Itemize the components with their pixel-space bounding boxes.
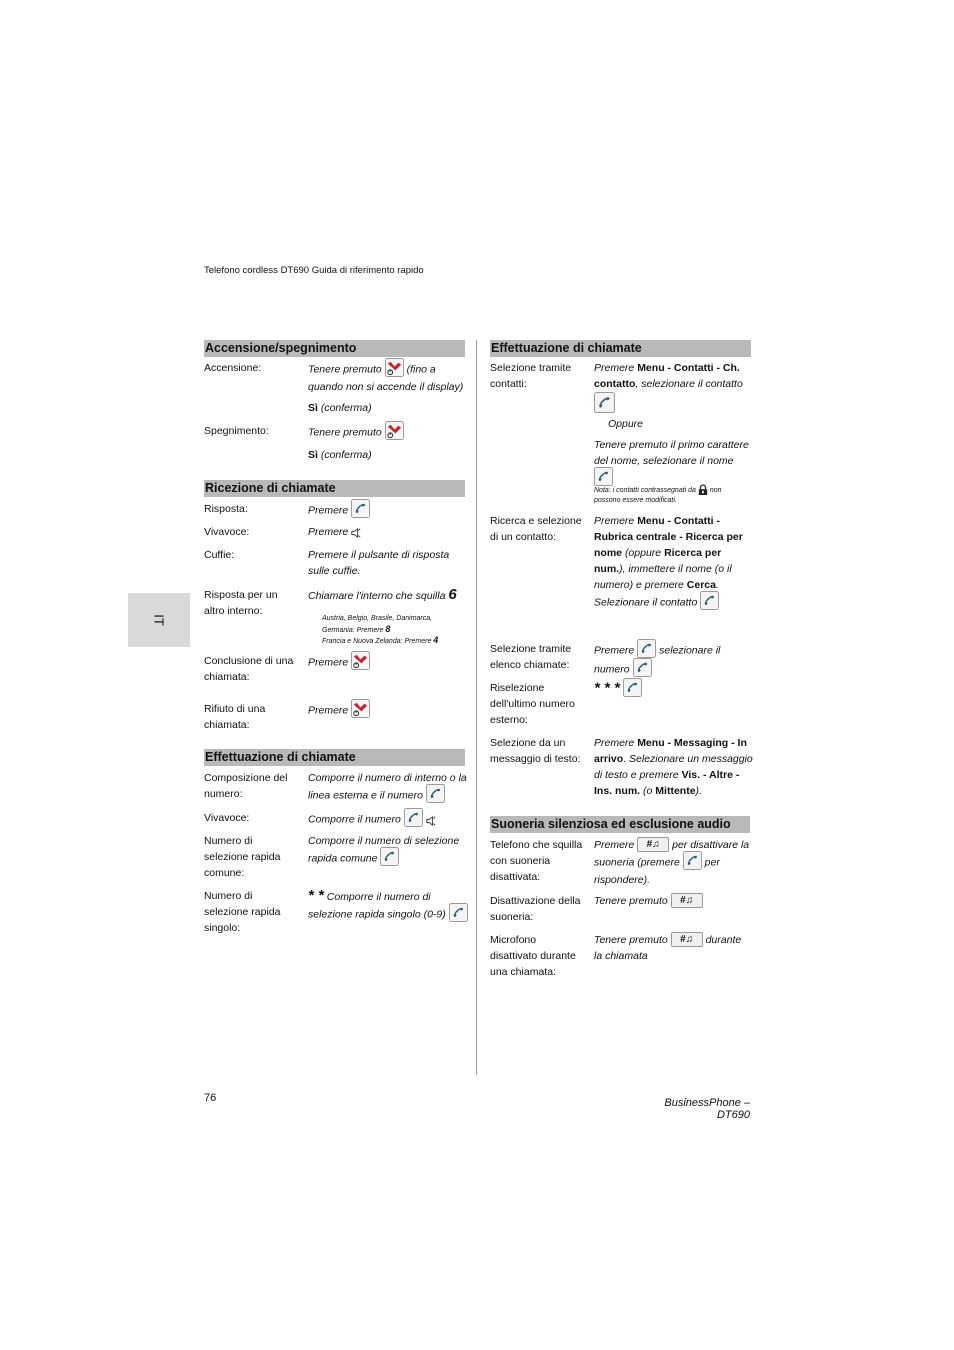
text-vivavoce-comp	[308, 810, 436, 829]
text-dis-pre: Tenere premuto	[594, 895, 668, 907]
loudspeaker-icon	[426, 815, 436, 825]
text-oppure: Oppure	[608, 418, 644, 430]
loudspeaker-icon	[351, 527, 361, 537]
section-title-ricezione: Ricezione di chiamate	[204, 480, 465, 497]
menu-path-messaging: Menu - Messaging - In arrivo	[594, 737, 747, 765]
label-conclusione: Conclusione di una chiamata:	[204, 655, 294, 683]
note-country-2	[322, 635, 462, 647]
text-telefono-squilla	[594, 837, 752, 888]
label-riselezione: Riselezione dell'ultimo numero esterno:	[490, 682, 575, 726]
text-selezione-comune-main: Comporre il numero di selezione rapida comune	[308, 835, 460, 865]
hash-silent-key: #♫	[671, 893, 703, 908]
text-rifiuto-pre: Premere	[308, 704, 349, 717]
call-button-icon	[449, 903, 468, 922]
text-vivavoce-comp-main: Comporre il numero	[308, 813, 401, 826]
label-telefono-squilla: Telefono che squilla con suoneria disattivata:	[490, 839, 583, 883]
section-title-accensione: Accensione/spegnimento	[204, 340, 465, 357]
hash-silent-key: #♫	[637, 837, 669, 852]
text-msg-pre: Premere	[594, 737, 635, 749]
menu-path-ricerca: Menu - Contatti - Rubrica centrale - Ricerca per nome	[594, 515, 743, 559]
note-lock	[594, 484, 739, 506]
text-vivavoce-pre: Premere	[308, 526, 349, 538]
label-composizione: Composizione del numero:	[204, 772, 288, 800]
text-spegnimento-pre: Tenere premuto	[308, 426, 382, 439]
text-ricerca-mid: ), immettere il nome (o il numero) e premere	[594, 563, 732, 591]
text-spegnimento	[308, 423, 404, 442]
text-composizione	[308, 770, 468, 805]
call-button-icon	[633, 658, 652, 677]
call-button-icon	[380, 847, 399, 866]
menu-cerca: Cerca	[686, 579, 716, 591]
text-ricerca-oppure: (oppure	[624, 547, 662, 559]
label-messaggio: Selezione da un messaggio di testo:	[490, 737, 581, 765]
text-disattivazione	[594, 893, 703, 909]
text-rifiuto	[308, 701, 370, 720]
conferma-text: (conferma)	[320, 402, 372, 414]
text-contatti-pre: Premere	[594, 362, 635, 374]
text-msg-end: ).	[695, 785, 702, 797]
label-spegnimento: Spegnimento:	[204, 425, 269, 437]
label-microfono: Microfono disattivato durante una chiamata:	[490, 934, 576, 978]
text-selezione-singolo-main: Comporre il numero di selezione rapida singolo (0-9)	[308, 891, 446, 921]
note-lock-pre: Nota: i contatti contrassegnati da	[594, 486, 696, 494]
text-accensione-post: (fino a quando non si accende il display)	[308, 363, 464, 393]
text-mic-post: durante la chiamata	[594, 934, 742, 962]
end-power-button-icon	[351, 699, 370, 718]
text-vivavoce	[308, 524, 361, 540]
text-contatti-alt-main: Tenere premuto il primo carattere del nome, selezionare il nome	[594, 439, 749, 467]
call-button-icon	[637, 639, 656, 658]
text-composizione-main: Comporre il numero di interno o la linea esterna e il numero	[308, 772, 467, 802]
text-conclusione-pre: Premere	[308, 656, 349, 669]
text-risposta-altro-main: Chiamare l'interno che squilla	[308, 590, 446, 602]
label-cuffie: Cuffie:	[204, 549, 235, 561]
end-power-button-icon	[385, 358, 404, 377]
note-lock-post: non possono essere modificati.	[594, 486, 722, 504]
label-vivavoce: Vivavoce:	[204, 526, 250, 538]
section-title-effettuazione-left: Effettuazione di chiamate	[204, 749, 465, 766]
lock-icon	[698, 484, 708, 496]
end-power-button-icon	[351, 651, 370, 670]
label-selezione-contatti: Selezione tramite contatti:	[490, 362, 572, 390]
text-elenco-post: selezionare il numero	[594, 644, 721, 676]
note-country-2-text: Francia e Nuova Zelanda: Premere	[322, 638, 432, 645]
text-tel-post: per rispondere).	[594, 856, 720, 886]
si-keyword: Sì	[308, 449, 318, 461]
label-rifiuto: Rifiuto di una chiamata:	[204, 703, 266, 731]
text-risposta-pre: Premere	[308, 504, 349, 517]
call-button-icon	[351, 499, 370, 518]
column-divider	[476, 340, 477, 1075]
call-button-icon	[404, 808, 423, 827]
text-selezione-contatti	[594, 360, 752, 392]
note-country-1	[322, 614, 452, 636]
text-elenco-chiamate	[594, 641, 754, 679]
text-spegnimento-conferma	[308, 447, 372, 463]
text-ricerca-post: . Selezionare il contatto	[594, 579, 719, 609]
text-messaggio	[594, 735, 754, 799]
call-button-icon	[683, 851, 702, 870]
text-conclusione	[308, 653, 370, 672]
text-accensione-conferma	[308, 400, 372, 416]
label-accensione: Accensione:	[204, 362, 262, 374]
hash-silent-key: #♫	[671, 932, 703, 947]
running-head: Telefono cordless DT690 Guida di riferimento rapido	[204, 265, 424, 276]
text-contatti-alt	[594, 437, 752, 488]
text-msg-o: (o	[643, 785, 653, 797]
text-selezione-singolo	[308, 888, 468, 924]
text-cuffie: Premere il pulsante di risposta sulle cuffie.	[308, 549, 450, 577]
call-button-icon	[594, 392, 615, 413]
label-vivavoce-comp: Vivavoce:	[204, 812, 250, 824]
note-country-1-text: Austria, Belgio, Brasile, Danimarca, Germania: Premere	[322, 615, 433, 634]
menu-vis-altre: Vis. - Altre - Ins. num.	[594, 769, 740, 797]
text-microfono	[594, 932, 752, 964]
call-button-icon	[700, 591, 719, 610]
footer-product: BusinessPhone – DT690	[664, 1097, 750, 1121]
menu-ricerca-num: Ricerca per num.	[594, 547, 722, 575]
label-selezione-comune: Numero di selezione rapida comune:	[204, 835, 281, 879]
key-star-star-star: * * *	[594, 679, 620, 697]
language-tab	[128, 593, 190, 647]
text-elenco-pre: Premere	[594, 644, 635, 657]
text-selezione-comune	[308, 833, 468, 868]
page-number: 76	[204, 1092, 217, 1104]
text-contatti-post: , selezionare il contatto	[635, 378, 743, 390]
label-ricerca-contatto: Ricerca e selezione di un contatto:	[490, 515, 582, 543]
text-accensione-pre: Tenere premuto	[308, 363, 382, 376]
call-button-icon	[623, 678, 642, 697]
text-ricerca-pre: Premere	[594, 515, 635, 527]
label-disattivazione: Disattivazione della suoneria:	[490, 895, 581, 923]
icon-contatti-row	[594, 394, 615, 415]
end-power-button-icon	[385, 421, 404, 440]
key-8: 8	[385, 624, 391, 634]
conferma-text: (conferma)	[320, 449, 372, 461]
call-button-icon	[426, 784, 445, 803]
key-6: 6	[448, 586, 457, 603]
section-title-effettuazione-right: Effettuazione di chiamate	[490, 340, 751, 357]
text-tel-mid: per disattivare la suoneria (premere	[594, 839, 750, 869]
menu-path-contatti: Menu - Contatti - Ch. contatto	[594, 362, 740, 390]
label-elenco-chiamate: Selezione tramite elenco chiamate:	[490, 643, 572, 671]
si-keyword: Sì	[308, 402, 318, 414]
section-title-suoneria: Suoneria silenziosa ed esclusione audio	[490, 816, 750, 833]
text-msg-mid: . Selezionare un messaggio di testo e premere	[594, 753, 753, 781]
text-mic-pre: Tenere premuto	[594, 934, 668, 946]
text-ricerca-contatto	[594, 513, 754, 612]
text-tel-pre: Premere	[594, 839, 635, 851]
label-risposta-altro: Risposta per un altro interno:	[204, 589, 278, 617]
text-risposta	[308, 501, 370, 520]
key-4: 4	[433, 635, 439, 645]
text-accensione	[308, 360, 466, 395]
label-risposta: Risposta:	[204, 503, 248, 515]
menu-mittente: Mittente	[655, 785, 696, 797]
key-star-star: * *	[308, 887, 324, 904]
text-risposta-altro	[308, 587, 468, 604]
text-riselezione	[594, 680, 642, 699]
label-selezione-singolo: Numero di selezione rapida singolo:	[204, 890, 281, 934]
language-tab-label: IT	[151, 614, 167, 626]
